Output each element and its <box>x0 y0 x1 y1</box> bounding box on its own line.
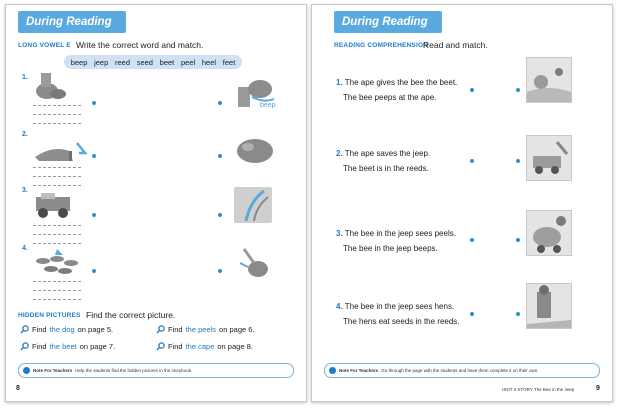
search-icon <box>156 325 165 334</box>
peel-picture <box>234 133 276 165</box>
note-title: Note For Teachers <box>339 368 379 373</box>
item-number: 2. <box>22 131 28 138</box>
hidden-target: the beet <box>49 342 77 351</box>
match-dot[interactable] <box>218 269 222 273</box>
right-page <box>311 4 613 402</box>
item-number: 2. <box>336 149 343 158</box>
sentence-b: The bee in the jeep beeps. <box>343 244 438 253</box>
write-lines[interactable] <box>33 159 81 186</box>
match-dot[interactable] <box>516 88 520 92</box>
match-dot[interactable] <box>92 154 96 158</box>
horn-picture <box>234 75 278 109</box>
match-dot[interactable] <box>218 213 222 217</box>
sentence-pair <box>336 226 456 256</box>
sentence-a: The bee in the jeep sees hens. <box>344 302 455 311</box>
reed-picture <box>234 187 272 223</box>
left-banner: During Reading <box>18 11 126 33</box>
write-lines[interactable] <box>33 217 81 244</box>
hidden-post: on page 8. <box>217 342 253 351</box>
match-dot[interactable] <box>92 269 96 273</box>
hidden-pre: Find <box>168 342 183 351</box>
item-number: 1. <box>22 74 28 81</box>
seed-picture <box>33 245 83 275</box>
page-number: 9 <box>596 385 600 392</box>
match-dot[interactable] <box>470 312 474 316</box>
note-text: Go through the page with the students and have them complete it on their own. <box>381 368 539 373</box>
write-lines[interactable] <box>33 273 81 300</box>
match-dot[interactable] <box>516 238 520 242</box>
note-icon <box>23 367 30 374</box>
match-dot[interactable] <box>470 88 474 92</box>
word-bank-item: seed <box>136 57 153 67</box>
long-vowel-label: LONG VOWEL E <box>18 42 71 49</box>
match-dot[interactable] <box>470 238 474 242</box>
left-page <box>5 4 307 402</box>
match-dot[interactable] <box>470 159 474 163</box>
hidden-picture-row <box>156 325 255 334</box>
hidden-target: the dog <box>49 325 75 334</box>
note-icon <box>329 367 336 374</box>
item-number: 1. <box>336 78 343 87</box>
match-dot[interactable] <box>218 101 222 105</box>
word-bank-item: beep <box>70 57 88 67</box>
sentence-pair <box>336 299 460 329</box>
hidden-picture-row <box>20 342 115 351</box>
sentence-pair <box>336 75 457 105</box>
scene-picture-4 <box>526 283 572 329</box>
word-bank-item: heel <box>201 57 217 67</box>
match-dot[interactable] <box>92 101 96 105</box>
sentence-pair <box>336 146 430 176</box>
hidden-target: the peels <box>185 325 217 334</box>
right-banner: During Reading <box>334 11 442 33</box>
match-dot[interactable] <box>218 154 222 158</box>
reading-comprehension-instruction: Read and match. <box>423 40 488 50</box>
beet-picture <box>234 243 274 279</box>
item-number: 3. <box>336 229 343 238</box>
word-bank-item: feet <box>222 57 236 67</box>
sentence-a: The bee in the jeep sees peels. <box>344 229 456 238</box>
sentence-b: The hens eat seeds in the reeds. <box>343 317 460 326</box>
jeep-picture <box>33 191 73 219</box>
word-bank-item: peel <box>180 57 196 67</box>
note-text: Help the students find the hidden pictures in the storybook. <box>75 368 193 373</box>
write-lines[interactable] <box>33 97 81 124</box>
teacher-note <box>324 363 600 378</box>
note-title: Note For Teachers <box>33 368 73 373</box>
hidden-pictures-label: HIDDEN PICTURES <box>18 312 81 319</box>
beep-sign-text: beep <box>260 102 276 109</box>
footer-title: UNIT 2 STORY The Bee in the Jeep <box>502 387 575 392</box>
page-number: 8 <box>16 385 20 392</box>
search-icon <box>20 342 29 351</box>
sentence-a: The ape saves the jeep. <box>344 149 431 158</box>
search-icon <box>20 325 29 334</box>
scene-picture-3 <box>526 210 572 256</box>
hidden-post: on page 5. <box>77 325 114 334</box>
scene-picture-1 <box>526 57 572 103</box>
match-dot[interactable] <box>92 213 96 217</box>
hidden-target: the cape <box>185 342 215 351</box>
sentence-b: The beet is in the reeds. <box>343 164 429 173</box>
search-icon <box>156 342 165 351</box>
word-bank-item: jeep <box>94 57 109 67</box>
long-vowel-instruction: Write the correct word and match. <box>76 40 204 50</box>
hidden-picture-row <box>20 325 113 334</box>
hidden-pre: Find <box>168 325 183 334</box>
hidden-picture-row <box>156 342 253 351</box>
reading-comprehension-label: READING COMPREHENSION <box>334 42 429 49</box>
sentence-b: The bee peeps at the ape. <box>343 93 437 102</box>
hidden-pre: Find <box>32 325 47 334</box>
item-number: 3. <box>22 187 28 194</box>
item-number: 4. <box>336 302 343 311</box>
word-bank-item: beet <box>159 57 175 67</box>
teacher-note <box>18 363 294 378</box>
hidden-pictures-instruction: Find the correct picture. <box>86 310 176 320</box>
sentence-a: The ape gives the bee the beet. <box>344 78 458 87</box>
hidden-post: on page 7. <box>79 342 116 351</box>
match-dot[interactable] <box>516 159 520 163</box>
word-bank <box>64 55 242 69</box>
hidden-post: on page 6. <box>219 325 255 334</box>
match-dot[interactable] <box>516 312 520 316</box>
scene-picture-2 <box>526 135 572 181</box>
word-bank-item: reed <box>114 57 130 67</box>
item-number: 4. <box>22 245 28 252</box>
hidden-pre: Find <box>32 342 47 351</box>
